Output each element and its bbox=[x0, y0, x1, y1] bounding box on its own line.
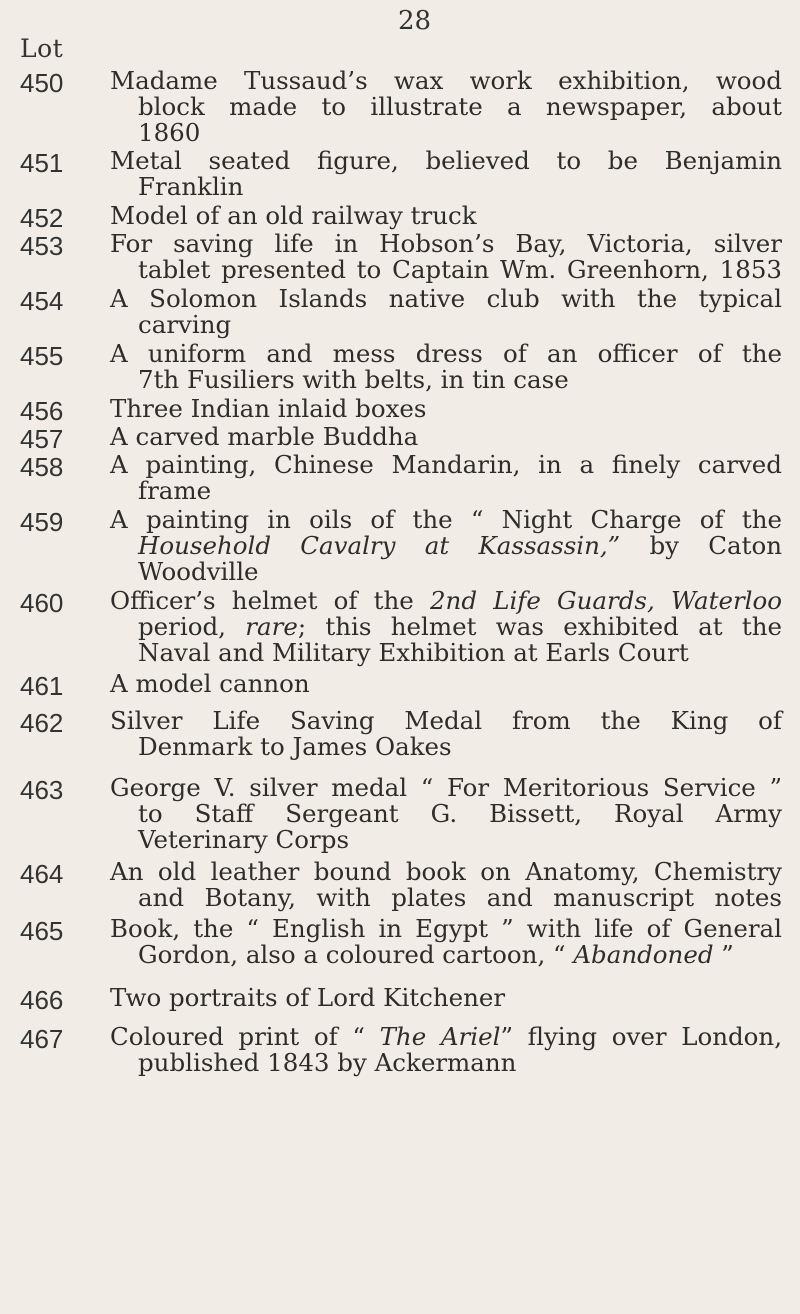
lot-description: Madame Tussaud’s wax work exhibition, wood block made to illustrate a newspaper, about 1860 bbox=[110, 66, 782, 147]
lot-number: 454 bbox=[20, 286, 64, 316]
lot-number: 459 bbox=[20, 507, 64, 537]
lot-number: 458 bbox=[20, 452, 64, 482]
lot-number: 461 bbox=[20, 671, 64, 701]
lot-description: A uniform and mess dress of an officer of the 7th Fusiliers with belts, in tin case bbox=[110, 339, 782, 394]
lot-number: 466 bbox=[20, 985, 64, 1015]
lot-description: Model of an old railway truck bbox=[110, 201, 477, 230]
lot-description: An old leather bound book on Anatomy, Chemistry and Botany, with plates and manuscript notes bbox=[110, 857, 782, 912]
lot-number: 467 bbox=[20, 1024, 64, 1054]
lot-description: Book, the “ English in Egypt ” with life of General Gordon, also a coloured cartoon, “ Abandoned ” bbox=[110, 914, 782, 969]
lot-description: Officer’s helmet of the 2nd Life Guards, Waterloo period, rare; this helmet was exhibited at the Naval and Military Exhibition at Earls Court bbox=[110, 586, 782, 667]
lot-number: 463 bbox=[20, 775, 64, 805]
lot-number: 457 bbox=[20, 424, 64, 454]
lot-number: 450 bbox=[20, 68, 64, 98]
lot-description: Silver Life Saving Medal from the King of Denmark to James Oakes bbox=[110, 706, 782, 761]
lot-description: For saving life in Hobson’s Bay, Victoria, silver tablet presented to Captain Wm. Greenhorn, 1853 bbox=[110, 229, 782, 284]
lot-description: A painting in oils of the “ Night Charge of the Household Cavalry at Kassassin,” by Caton Woodville bbox=[110, 505, 782, 586]
lot-number: 455 bbox=[20, 341, 64, 371]
lot-description: George V. silver medal “ For Meritorious Service ” to Staff Sergeant G. Bissett, Royal Army Veterinary Corps bbox=[110, 773, 782, 854]
lot-number: 460 bbox=[20, 588, 64, 618]
lot-number: 462 bbox=[20, 708, 64, 738]
lot-description: A carved marble Buddha bbox=[110, 422, 419, 451]
lot-number: 456 bbox=[20, 396, 64, 426]
lot-number: 453 bbox=[20, 231, 64, 261]
page-number: 28 bbox=[398, 6, 432, 36]
lot-number: 465 bbox=[20, 916, 64, 946]
lot-number: 452 bbox=[20, 203, 64, 233]
lot-description: Three Indian inlaid boxes bbox=[110, 394, 427, 423]
lot-number: 451 bbox=[20, 148, 64, 178]
lot-description: A painting, Chinese Mandarin, in a finely carved frame bbox=[110, 450, 782, 505]
lot-description: A Solomon Islands native club with the typical carving bbox=[110, 284, 782, 339]
lot-description: Metal seated figure, believed to be Benjamin Franklin bbox=[110, 146, 782, 201]
lot-number: 464 bbox=[20, 859, 64, 889]
lot-description: A model cannon bbox=[110, 669, 310, 698]
lot-description: Coloured print of “ The Ariel” flying over London, published 1843 by Ackermann bbox=[110, 1022, 783, 1077]
lot-description: Two portraits of Lord Kitchener bbox=[110, 983, 506, 1012]
lot-column-heading: Lot bbox=[20, 34, 64, 63]
